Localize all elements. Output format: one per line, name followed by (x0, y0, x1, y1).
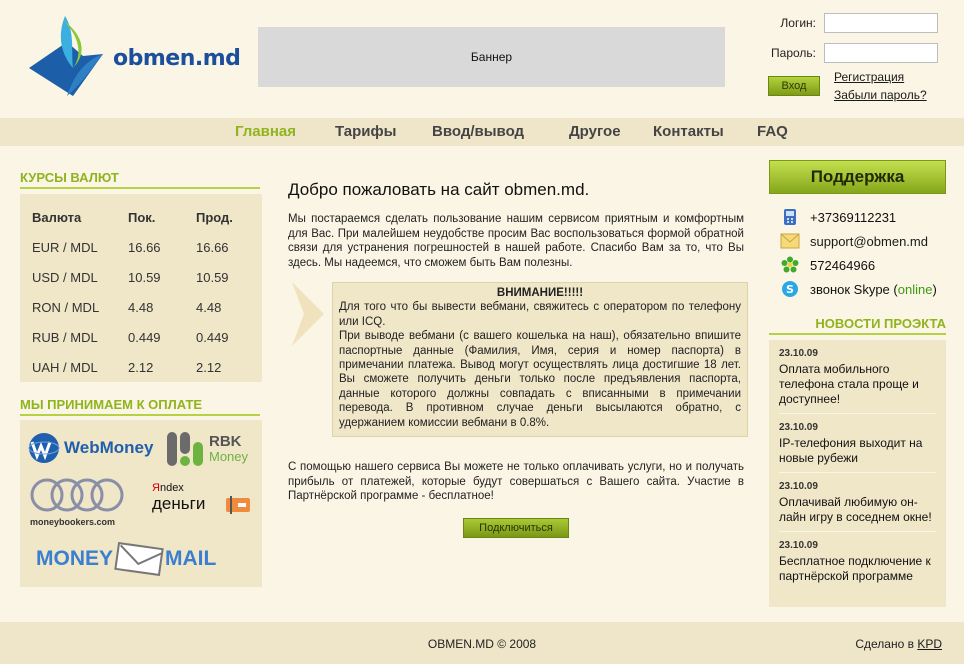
rate-sell: 0.449 (196, 329, 229, 345)
phone-number: +37369112231 (810, 209, 897, 225)
news-date: 23.10.09 (779, 422, 818, 433)
news-panel (769, 340, 946, 607)
rbk-text (209, 434, 248, 464)
skype-icon (780, 279, 800, 299)
rate-currency: RON / MDL (32, 299, 100, 315)
rate-sell: 16.66 (196, 239, 229, 255)
news-text: Оплата мобильного телефона стала проще и доступнее! (779, 362, 919, 406)
svg-text:S: S (786, 283, 794, 296)
moneybookers-icon (30, 478, 130, 512)
list-item[interactable] (779, 473, 936, 532)
copyright: OBMEN.MD © 2008 (427, 637, 537, 651)
rate-sell: 4.48 (196, 299, 222, 315)
table-row (32, 232, 233, 262)
nav-item-other[interactable]: Другое (569, 123, 621, 140)
attention-title: ВНИМАНИЕ!!!!! (496, 287, 584, 299)
rbk-money-logo[interactable] (165, 430, 248, 468)
news-text: Оплачивай любимую он-лайн игру в соседнем окне! (779, 495, 932, 524)
attention-text-1: Для того что бы вывести вебмани, свяжитесь с оператором по телефону или ICQ. (339, 301, 741, 328)
made-by-link[interactable]: KPD (917, 637, 942, 651)
password-row (771, 43, 938, 63)
icq-number: 572464966 (810, 257, 876, 273)
yandex-bottom-text: деньги (152, 494, 206, 513)
password-label: Пароль: (771, 46, 816, 60)
login-button[interactable]: Вход (768, 76, 820, 96)
contact-icq (780, 255, 875, 275)
rates-header-currency: Валюта (32, 209, 82, 225)
login-input[interactable] (824, 13, 938, 33)
intro-text: Мы постараемся сделать пользование нашим сервисом приятным и комфортным для Вас. При малейшем неудобстве просим Вас воспользоваться формой обратной связи для устранения погрешностей в нашей работе. Спасибо Вам за то, что Вы здесь. Мы надеемся, что сможем быть Вам полезны. (288, 213, 744, 269)
rate-currency: USD / MDL (32, 269, 98, 285)
banner-label: Баннер (470, 50, 513, 64)
moneymail-logo[interactable] (36, 542, 216, 576)
list-item[interactable] (779, 340, 936, 414)
list-item[interactable] (779, 532, 936, 590)
webmoney-text: WebMoney (64, 438, 154, 457)
rates-header-sell: Прод. (196, 209, 233, 225)
rate-buy: 16.66 (128, 239, 161, 255)
mail-icon (780, 231, 800, 251)
made-by-prefix: Сделано в (855, 637, 918, 651)
rate-sell: 2.12 (196, 359, 222, 375)
nav-item-home[interactable]: Главная (235, 123, 297, 140)
yandex-top-text: Яndex (152, 482, 184, 494)
outro-text: С помощью нашего сервиса Вы можете не только оплачивать услуги, но и получать прибыль от платежей, которые будут совершаться с Вашего сайта. Участие в Партнёрской программе - бесплатное! (288, 461, 744, 503)
list-item[interactable] (779, 414, 936, 473)
yandex-wallet-icon (224, 494, 252, 516)
moneymail-right-text: MAIL (165, 547, 217, 570)
skype-suffix: ) (932, 281, 937, 297)
page-title: Добро пожаловать на сайт obmen.md. (288, 180, 590, 199)
chevron-right-icon (290, 280, 330, 348)
moneymail-left-text: MONEY (36, 547, 114, 570)
moneybookers-text: moneybookers.com (30, 517, 116, 527)
rates-header-row (32, 202, 233, 232)
webmoney-logo[interactable] (28, 432, 153, 464)
rbk-top-text: RBK (209, 433, 242, 450)
contact-skype[interactable] (780, 279, 937, 299)
skype-status: online (897, 281, 933, 297)
nav-item-input-output[interactable]: Ввод/вывод (432, 123, 525, 140)
contact-email (780, 231, 928, 251)
support-button[interactable]: Поддержка (769, 160, 946, 194)
site-logo[interactable] (27, 16, 241, 98)
rate-buy: 0.449 (128, 329, 161, 345)
attention-box (332, 282, 748, 437)
nav-item-tariffs[interactable]: Тарифы (335, 123, 397, 140)
made-by (855, 637, 942, 651)
rate-currency: UAH / MDL (32, 359, 98, 375)
rate-buy: 4.48 (128, 299, 154, 315)
news-text: Бесплатное подключение к партнёрской программе (779, 554, 931, 583)
rate-currency: RUB / MDL (32, 329, 98, 345)
logo-text: obmen.md (113, 46, 241, 71)
skype-prefix: звонок Skype ( (810, 281, 898, 297)
yandex-money-logo[interactable] (152, 482, 205, 514)
nav-item-contacts[interactable]: Контакты (653, 123, 724, 140)
login-label: Логин: (780, 16, 816, 30)
table-row (32, 292, 233, 322)
connect-button[interactable]: Подключиться (463, 518, 569, 538)
login-row (780, 13, 938, 33)
auth-links (834, 68, 927, 104)
forgot-password-link[interactable]: Забыли пароль? (834, 88, 927, 102)
news-date: 23.10.09 (779, 348, 818, 359)
rates-header-buy: Пок. (128, 209, 156, 225)
support-email-link[interactable]: support@obmen.md (810, 233, 928, 249)
table-row (32, 352, 233, 382)
rate-currency: EUR / MDL (32, 239, 98, 255)
nav-item-faq[interactable]: FAQ (757, 123, 788, 140)
phone-icon (780, 207, 800, 227)
envelope-icon (113, 542, 165, 576)
password-input[interactable] (824, 43, 938, 63)
rate-buy: 10.59 (128, 269, 161, 285)
news-date: 23.10.09 (779, 540, 818, 551)
rbk-bottom-text: Money (209, 449, 249, 464)
main-nav (0, 118, 964, 146)
rates-table (32, 202, 233, 382)
rates-title: КУРСЫ ВАЛЮТ (20, 170, 260, 189)
rates-panel (20, 194, 262, 382)
rbk-icon (165, 430, 205, 468)
news-date: 23.10.09 (779, 481, 818, 492)
webmoney-globe-icon (28, 432, 60, 464)
banner[interactable] (258, 27, 725, 87)
payments-title: МЫ ПРИНИМАЕМ К ОПЛАТЕ (20, 397, 260, 416)
table-row (32, 322, 233, 352)
table-row (32, 262, 233, 292)
logo-mark-icon (27, 16, 117, 98)
icq-flower-icon (780, 255, 800, 275)
news-title: НОВОСТИ ПРОЭКТА (769, 316, 946, 335)
register-link[interactable]: Регистрация (834, 70, 905, 84)
payments-panel (20, 420, 262, 587)
rate-buy: 2.12 (128, 359, 154, 375)
moneybookers-logo[interactable] (30, 478, 130, 527)
contact-phone (780, 207, 896, 227)
rate-sell: 10.59 (196, 269, 229, 285)
attention-text-2: При выводе вебмани (с вашего кошелька на наш), обязательно впишите паспортные данные (Фамилия, Имя, серия и номер паспорта) в примечании платежа. Вывод могут осуществлять лица достигшие 18 лет. Вы сможете получить деньги только после предъявления паспорта, данные которого должны совпадать с вписанными в примечании перевода. В противном случае деньги высылаются обратно, с удержанием комиссии вебмани в 0.8%. (339, 330, 741, 429)
footer (0, 622, 964, 664)
news-text: IP-телефония выходит на новые рубежи (779, 436, 923, 465)
